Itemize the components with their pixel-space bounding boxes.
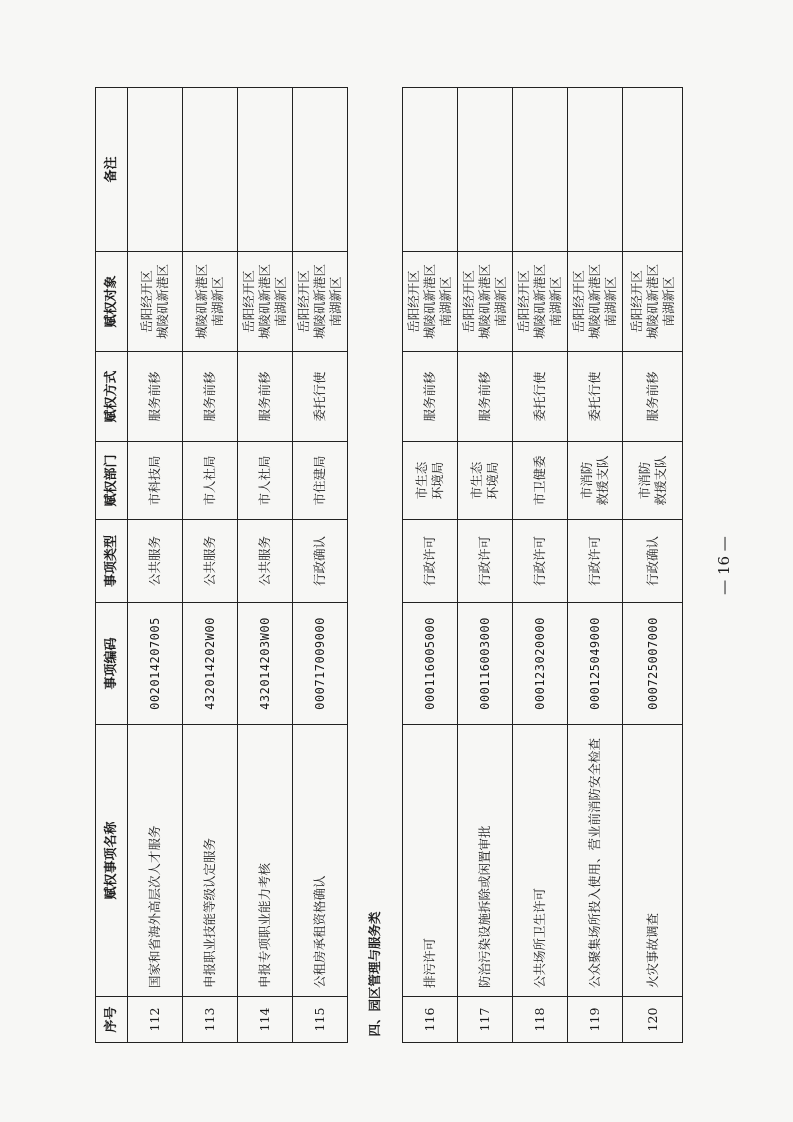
section-title: 四、园区管理与服务类 xyxy=(348,88,403,1043)
header-dept: 赋权部门 xyxy=(96,442,128,520)
header-target: 赋权对象 xyxy=(96,252,128,352)
cell-target: 岳阳经开区 城陵矶新港区 南湖新区 xyxy=(403,252,458,352)
cell-name: 申报职业技能等级认定服务 xyxy=(183,725,238,997)
table-row xyxy=(568,88,623,1043)
cell-note xyxy=(293,88,348,252)
cell-target: 岳阳经开区 城陵矶新港区 南湖新区 xyxy=(623,252,683,352)
cell-no: 119 xyxy=(568,997,623,1043)
header-note: 备注 xyxy=(96,88,128,252)
cell-no: 114 xyxy=(238,997,293,1043)
cell-no: 120 xyxy=(623,997,683,1043)
cell-type: 行政许可 xyxy=(568,520,623,603)
cell-code: 000717009000 xyxy=(293,603,348,725)
header-code: 事项编码 xyxy=(96,603,128,725)
table-row xyxy=(293,88,348,1043)
page-number: — 16 — xyxy=(715,536,733,595)
cell-mode: 服务前移 xyxy=(238,352,293,442)
cell-mode: 服务前移 xyxy=(623,352,683,442)
cell-name: 排污许可 xyxy=(403,725,458,997)
cell-note xyxy=(128,88,183,252)
table-header-row xyxy=(96,88,128,1043)
cell-name: 防治污染设施拆除或闲置审批 xyxy=(458,725,513,997)
cell-dept: 市消防 救援支队 xyxy=(623,442,683,520)
cell-mode: 服务前移 xyxy=(458,352,513,442)
cell-type: 行政确认 xyxy=(293,520,348,603)
section-row xyxy=(348,88,403,1043)
table-row xyxy=(513,88,568,1043)
cell-type: 行政确认 xyxy=(623,520,683,603)
cell-target: 城陵矶新港区 南湖新区 xyxy=(183,252,238,352)
cell-dept: 市住建局 xyxy=(293,442,348,520)
cell-type: 公共服务 xyxy=(238,520,293,603)
cell-no: 115 xyxy=(293,997,348,1043)
cell-code: 000123020000 xyxy=(513,603,568,725)
cell-note xyxy=(183,88,238,252)
cell-type: 公共服务 xyxy=(128,520,183,603)
cell-target: 岳阳经开区 城陵矶新港区 南湖新区 xyxy=(513,252,568,352)
cell-code: 000725007000 xyxy=(623,603,683,725)
cell-no: 118 xyxy=(513,997,568,1043)
cell-dept: 市生态 环境局 xyxy=(458,442,513,520)
cell-mode: 服务前移 xyxy=(128,352,183,442)
cell-target: 岳阳经开区 城陵矶新港区 南湖新区 xyxy=(238,252,293,352)
cell-name: 国家和省海外高层次人才服务 xyxy=(128,725,183,997)
cell-dept: 市消防 救援支队 xyxy=(568,442,623,520)
cell-code: 432014203W00 xyxy=(238,603,293,725)
cell-note xyxy=(403,88,458,252)
cell-dept: 市人社局 xyxy=(238,442,293,520)
cell-type: 公共服务 xyxy=(183,520,238,603)
cell-code: 002014207005 xyxy=(128,603,183,725)
cell-code: 000125049000 xyxy=(568,603,623,725)
table-row xyxy=(128,88,183,1043)
cell-target: 岳阳经开区 城陵矶新港区 南湖新区 xyxy=(568,252,623,352)
table-row xyxy=(623,88,683,1043)
table-row xyxy=(183,88,238,1043)
cell-note xyxy=(568,88,623,252)
cell-type: 行政许可 xyxy=(513,520,568,603)
cell-target: 岳阳经开区 城陵矶新港区 xyxy=(128,252,183,352)
header-mode: 赋权方式 xyxy=(96,352,128,442)
cell-dept: 市生态 环境局 xyxy=(403,442,458,520)
cell-code: 432014202W00 xyxy=(183,603,238,725)
cell-no: 113 xyxy=(183,997,238,1043)
table-row xyxy=(458,88,513,1043)
cell-code: 000116005000 xyxy=(403,603,458,725)
cell-note xyxy=(238,88,293,252)
cell-dept: 市人社局 xyxy=(183,442,238,520)
cell-name: 申报专项职业能力考核 xyxy=(238,725,293,997)
header-name: 赋权事项名称 xyxy=(96,725,128,997)
rotated-page-content xyxy=(95,88,735,1043)
cell-no: 112 xyxy=(128,997,183,1043)
table-row xyxy=(403,88,458,1043)
cell-target: 岳阳经开区 城陵矶新港区 南湖新区 xyxy=(293,252,348,352)
table-row xyxy=(238,88,293,1043)
cell-target: 岳阳经开区 城陵矶新港区 南湖新区 xyxy=(458,252,513,352)
cell-dept: 市科技局 xyxy=(128,442,183,520)
cell-mode: 服务前移 xyxy=(183,352,238,442)
cell-mode: 委托行使 xyxy=(568,352,623,442)
cell-mode: 委托行使 xyxy=(513,352,568,442)
authorization-table xyxy=(95,87,683,1043)
cell-note xyxy=(623,88,683,252)
cell-mode: 委托行使 xyxy=(293,352,348,442)
cell-no: 116 xyxy=(403,997,458,1043)
cell-no: 117 xyxy=(458,997,513,1043)
cell-name: 公租房承租资格确认 xyxy=(293,725,348,997)
cell-code: 000116003000 xyxy=(458,603,513,725)
cell-dept: 市卫健委 xyxy=(513,442,568,520)
cell-name: 公众聚集场所投入使用、营业前消防安全检查 xyxy=(568,725,623,997)
header-no: 序号 xyxy=(96,997,128,1043)
cell-type: 行政许可 xyxy=(458,520,513,603)
cell-note xyxy=(513,88,568,252)
cell-note xyxy=(458,88,513,252)
cell-type: 行政许可 xyxy=(403,520,458,603)
cell-name: 火灾事故调查 xyxy=(623,725,683,997)
cell-mode: 服务前移 xyxy=(403,352,458,442)
cell-name: 公共场所卫生许可 xyxy=(513,725,568,997)
header-type: 事项类型 xyxy=(96,520,128,603)
